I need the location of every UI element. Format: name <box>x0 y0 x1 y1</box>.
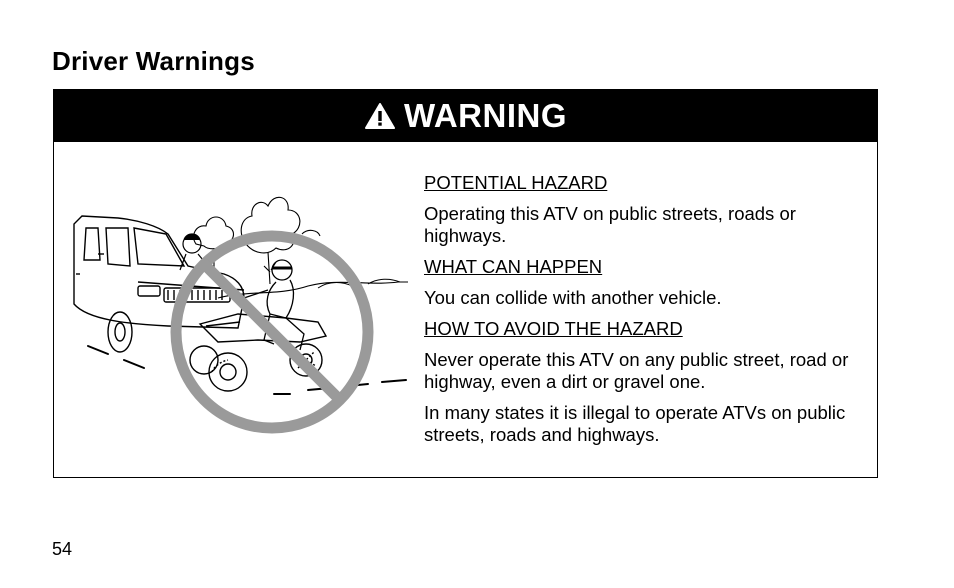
how-to-avoid-heading: HOW TO AVOID THE HAZARD <box>424 318 683 339</box>
warning-label: WARNING <box>404 97 567 134</box>
warning-text <box>424 172 864 455</box>
how-to-avoid-text-2: In many states it is illegal to operate ATVs on public streets, roads and highways. <box>424 402 846 445</box>
what-can-happen-text: You can collide with another vehicle. <box>424 287 722 308</box>
warning-header <box>54 90 877 142</box>
horizon-line <box>218 282 408 298</box>
atv-on-road-illustration <box>68 174 418 434</box>
section-title: Driver Warnings <box>52 46 255 76</box>
potential-hazard-heading: POTENTIAL HAZARD <box>424 172 608 193</box>
what-can-happen-heading: WHAT CAN HAPPEN <box>424 256 603 277</box>
warning-box <box>53 89 878 478</box>
alert-triangle-icon <box>364 102 396 130</box>
prohibition-sign-icon <box>176 236 368 428</box>
page-number: 54 <box>52 539 73 559</box>
potential-hazard-text: Operating this ATV on public streets, roads or highways. <box>424 203 796 246</box>
how-to-avoid-text-1: Never operate this ATV on any public street, road or highway, even a dirt or gravel one. <box>424 349 849 392</box>
